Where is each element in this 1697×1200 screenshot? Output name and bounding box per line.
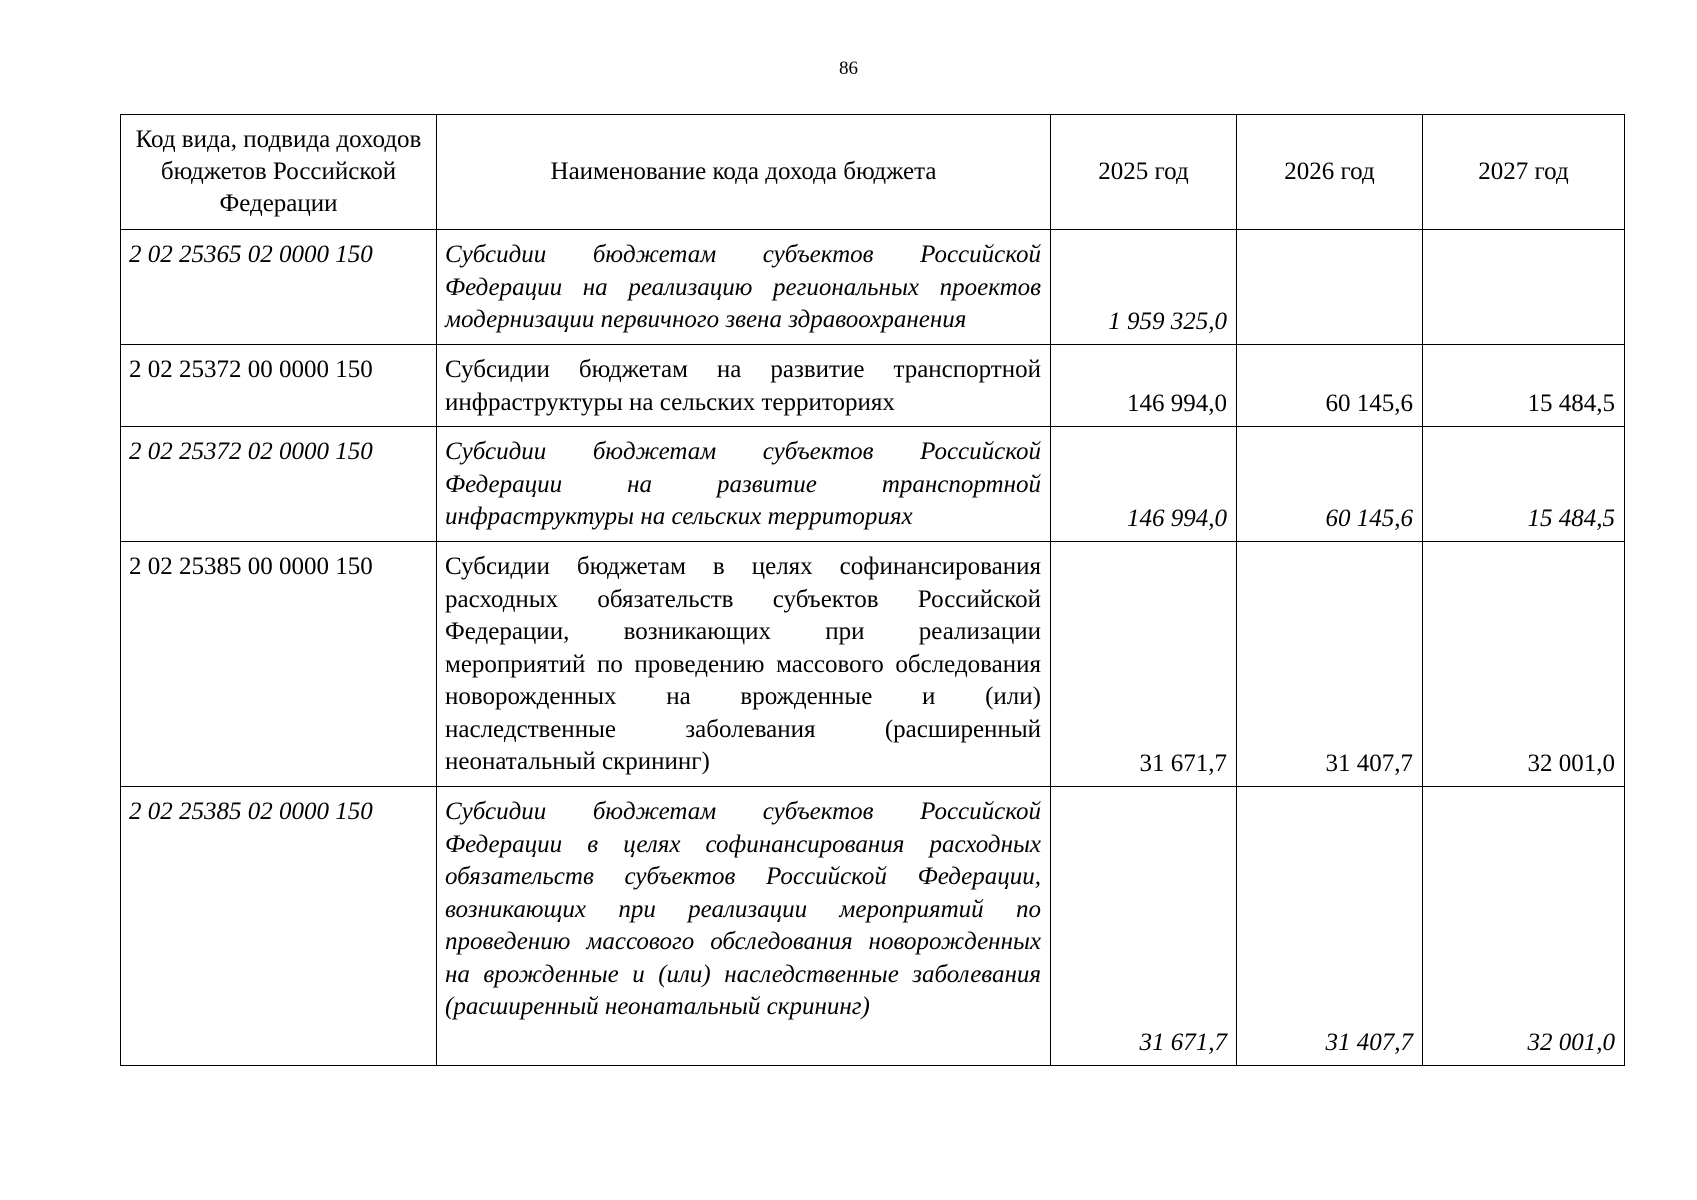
- row-value-2025: 1 959 325,0: [1051, 230, 1237, 345]
- row-value-2026: 31 407,7: [1237, 787, 1423, 1066]
- row-name: Субсидии бюджетам субъектов Российской Федерации на реализацию региональных проектов модернизации первичного звена здравоохранения: [437, 230, 1051, 345]
- page-number: 86: [839, 58, 858, 79]
- row-name: Субсидии бюджетам субъектов Российской Федерации на развитие транспортной инфраструктуры на сельских территориях: [437, 427, 1051, 542]
- budget-revenue-table: [120, 114, 1625, 1066]
- table-row: [121, 345, 1625, 427]
- row-code: 2 02 25372 00 0000 150: [121, 345, 437, 427]
- table-row: [121, 542, 1625, 787]
- row-code: 2 02 25385 02 0000 150: [121, 787, 437, 1066]
- row-value-2025: 31 671,7: [1051, 542, 1237, 787]
- row-code: 2 02 25385 00 0000 150: [121, 542, 437, 787]
- table-row: [121, 787, 1625, 1066]
- row-name: Субсидии бюджетам на развитие транспортной инфраструктуры на сельских территориях: [437, 345, 1051, 427]
- table-row: [121, 427, 1625, 542]
- table-row: [121, 230, 1625, 345]
- row-code: 2 02 25372 02 0000 150: [121, 427, 437, 542]
- header-code: Код вида, подвида доходов бюджетов Российской Федерации: [121, 115, 437, 230]
- header-2026: 2026 год: [1237, 115, 1423, 230]
- row-name: Субсидии бюджетам в целях софинансирования расходных обязательств субъектов Российской Федерации, возникающих при реализации мероприятий по проведению массового обследования новорожденных на врожденные и (или) наследственные заболевания (расширенный неонатальный скрининг): [437, 542, 1051, 787]
- header-name: Наименование кода дохода бюджета: [437, 115, 1051, 230]
- row-value-2027: 32 001,0: [1423, 542, 1625, 787]
- row-value-2026: 31 407,7: [1237, 542, 1423, 787]
- table-header-row: [121, 115, 1625, 230]
- row-code: 2 02 25365 02 0000 150: [121, 230, 437, 345]
- header-2025: 2025 год: [1051, 115, 1237, 230]
- row-value-2025: 146 994,0: [1051, 345, 1237, 427]
- row-name: Субсидии бюджетам субъектов Российской Федерации в целях софинансирования расходных обязательств субъектов Российской Федерации, возникающих при реализации мероприятий по проведению массового обследования новорожденных на врожденные и (или) наследственные заболевания (расширенный неонатальный скрининг): [437, 787, 1051, 1066]
- row-value-2027: 15 484,5: [1423, 427, 1625, 542]
- row-value-2027: 15 484,5: [1423, 345, 1625, 427]
- row-value-2026: [1237, 230, 1423, 345]
- row-value-2025: 146 994,0: [1051, 427, 1237, 542]
- row-value-2027: [1423, 230, 1625, 345]
- row-value-2026: 60 145,6: [1237, 427, 1423, 542]
- header-2027: 2027 год: [1423, 115, 1625, 230]
- row-value-2027: 32 001,0: [1423, 787, 1625, 1066]
- row-value-2025: 31 671,7: [1051, 787, 1237, 1066]
- row-value-2026: 60 145,6: [1237, 345, 1423, 427]
